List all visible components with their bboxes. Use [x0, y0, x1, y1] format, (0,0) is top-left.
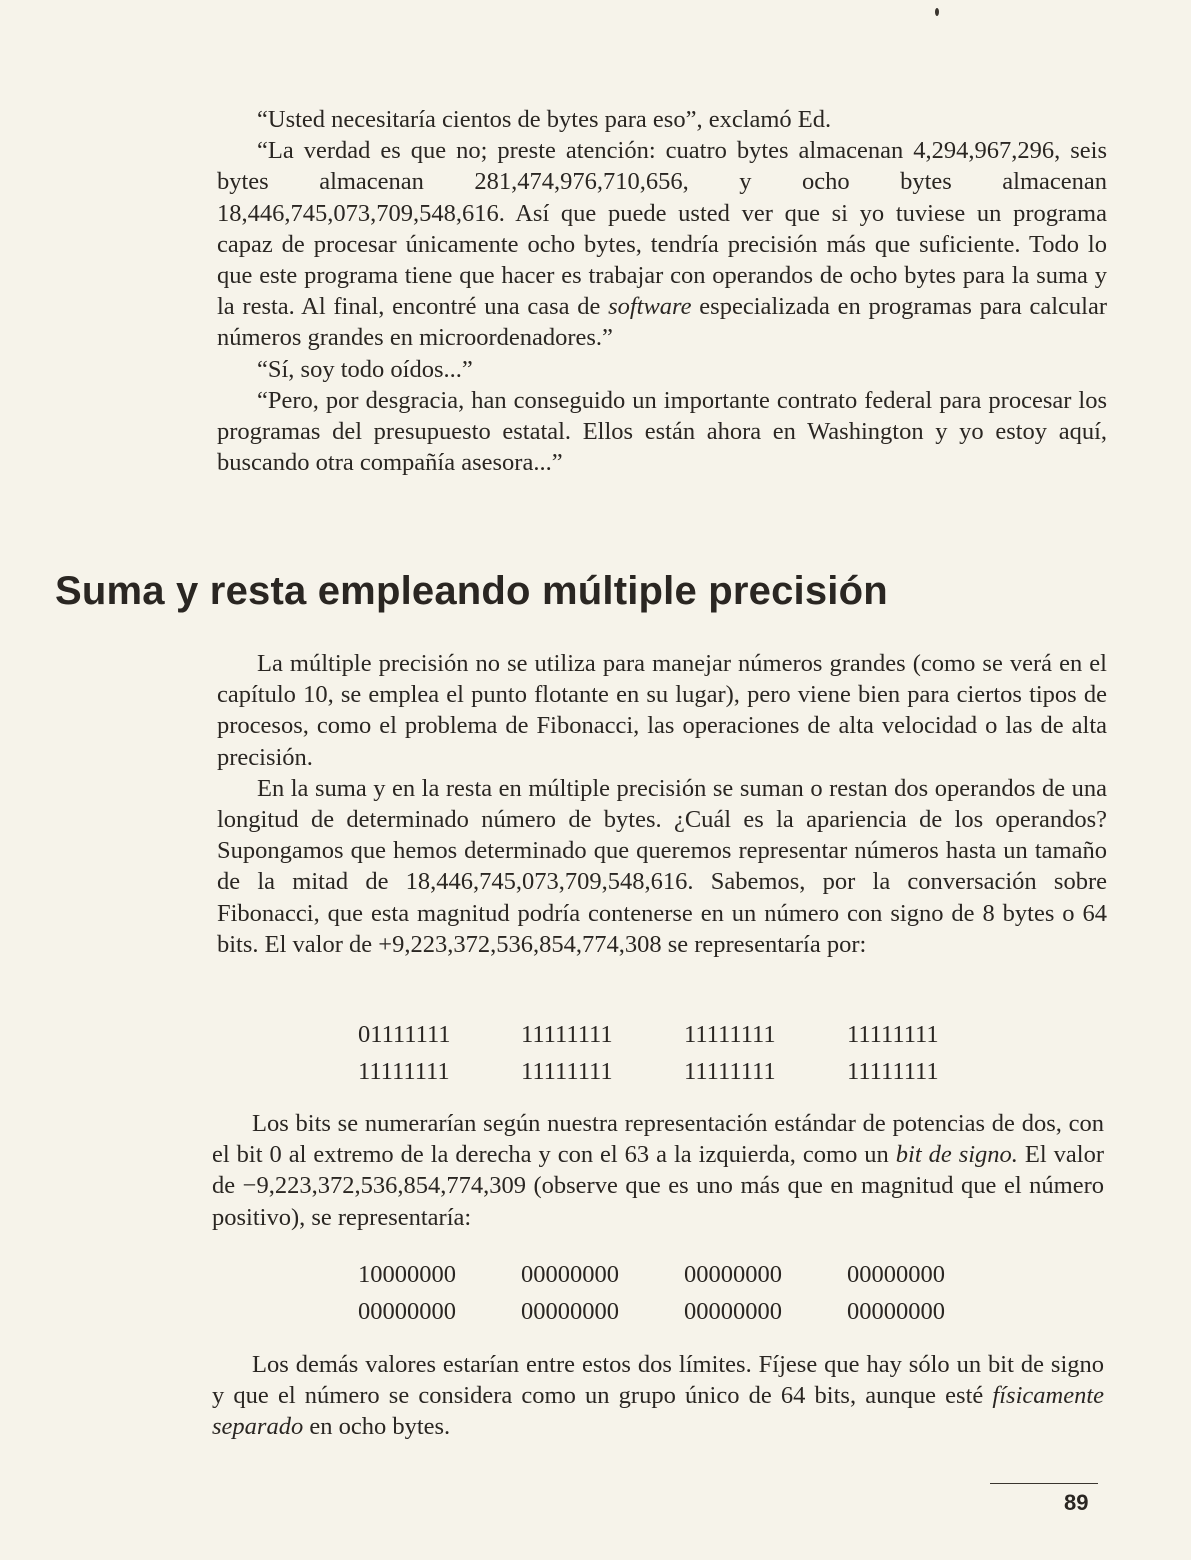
binary-byte: 00000000 — [521, 1261, 619, 1288]
binary-row — [358, 1293, 1010, 1330]
dialogue-paragraph-3: “Sí, soy todo oídos...” — [257, 355, 473, 383]
binary-byte: 11111111 — [521, 1021, 613, 1048]
emphasis-software: software — [608, 293, 692, 321]
dialogue-paragraph-2: “La verdad es que no; preste atención: cuatro bytes almacenan 4,294,967,296, seis bytes almacenan 281,474,976,710,656, y ocho bytes almacenan 18,446,745,073,709,548,616. Así que puede usted ver que si yo tuviese un programa capaz de procesar únicamente ocho bytes, tendría precisión más que suficiente. Todo lo que este programa tiene que hacer es trabajar con operandos de ocho bytes para la suma y la resta. Al final, encontré una casa de software especializada en programas para calcular números grandes en microordenadores.” — [217, 137, 1107, 352]
dialogue-block — [217, 104, 1107, 478]
sign-bit-paragraph-block — [212, 1108, 1104, 1233]
binary-byte: 00000000 — [684, 1298, 782, 1325]
binary-negative-table — [358, 1256, 1010, 1330]
section-heading: Suma y resta empleando múltiple precisión — [55, 569, 888, 613]
section-body — [217, 648, 1107, 960]
binary-byte: 11111111 — [847, 1058, 939, 1085]
binary-row — [358, 1053, 1010, 1090]
emphasis-sign-bit: bit de signo. — [895, 1141, 1018, 1169]
binary-byte: 11111111 — [847, 1021, 939, 1048]
binary-byte: 00000000 — [847, 1298, 945, 1325]
section-paragraph-2: En la suma y en la resta en múltiple precisión se suman o restan dos operandos de una longitud de determinado número de bytes. ¿Cuál es la apariencia de los operandos? Supongamos que hemos determinado que queremos representar números hasta un tamaño de la mitad de 18,446,745,073,709,548,616. Sabemos, por la conversación sobre Fibonacci, que esta magnitud podría contenerse en un número con signo de 8 bytes o 64 bits. El valor de +9,223,372,536,854,774,308 se representaría por: — [217, 774, 1107, 958]
binary-byte: 00000000 — [358, 1298, 456, 1325]
binary-positive-table — [358, 1016, 1010, 1090]
binary-row — [358, 1256, 1010, 1293]
binary-byte: 11111111 — [684, 1021, 776, 1048]
binary-byte: 11111111 — [358, 1058, 450, 1085]
binary-byte: 10000000 — [358, 1261, 456, 1288]
binary-row — [358, 1016, 1010, 1053]
footer-rule — [990, 1483, 1098, 1484]
dialogue-paragraph-1: “Usted necesitaría cientos de bytes para eso”, exclamó Ed. — [257, 106, 832, 133]
binary-byte: 11111111 — [684, 1058, 776, 1085]
section-paragraph-1: La múltiple precisión no se utiliza para manejar números grandes (como se verá en el capítulo 10, se emplea el punto flotante en su lugar), pero viene bien para ciertos tipos de procesos, como el problema de Fibonacci, las operaciones de alta velocidad o las de alta precisión. — [217, 650, 1107, 771]
binary-byte: 11111111 — [521, 1058, 613, 1085]
binary-byte: 01111111 — [358, 1021, 451, 1048]
binary-byte: 00000000 — [847, 1261, 945, 1288]
binary-byte: 00000000 — [684, 1261, 782, 1288]
closing-paragraph: Los demás valores estarían entre estos dos límites. Fíjese que hay sólo un bit de signo y que el número se considera como un grupo único de 64 bits, aunque esté físicamente separado en ocho bytes. — [212, 1351, 1104, 1441]
emphasis-physically-separated: físicamente separado — [212, 1382, 1104, 1441]
page-number: 89 — [1064, 1490, 1089, 1515]
print-speck — [935, 8, 939, 16]
closing-paragraph-block — [212, 1349, 1104, 1443]
binary-byte: 00000000 — [521, 1298, 619, 1325]
dialogue-paragraph-4: “Pero, por desgracia, han conseguido un importante contrato federal para procesar los programas del presupuesto estatal. Ellos están ahora en Washington y yo estoy aquí, buscando otra compañía asesora...” — [217, 386, 1107, 477]
sign-bit-paragraph: Los bits se numerarían según nuestra representación estándar de potencias de dos, con el bit 0 al extremo de la derecha y con el 63 a la izquierda, como un bit de signo. El valor de −9,223,372,536,854,774,309 (observe que es uno más que en magnitud que el número positivo), se representaría: — [212, 1110, 1104, 1231]
